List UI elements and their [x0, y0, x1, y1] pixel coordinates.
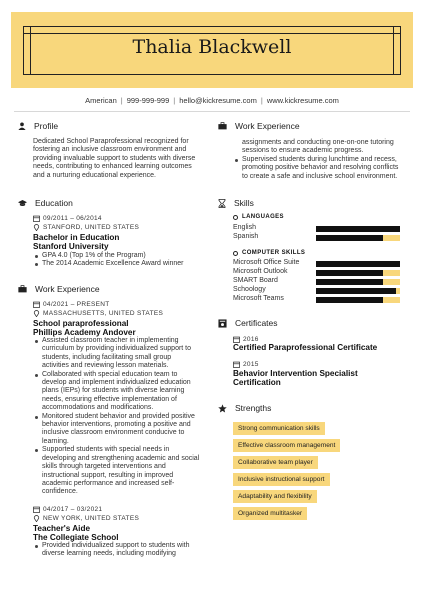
section-work-experience-continued — [218, 121, 300, 131]
education-dates: 09/2011 – 06/2014 — [33, 215, 102, 222]
section-education — [18, 198, 73, 208]
continued-text: assignments and conducting one-on-one tutoring sessions to ensure academic progress. — [242, 139, 394, 155]
location-pin-icon — [33, 224, 40, 231]
frame-line — [23, 74, 401, 75]
section-title: Strengths — [235, 403, 272, 413]
list-item: Monitored student behavior and provided positive behavior interventions, promoting a positive and inclusive classroom environment conducive to learning. — [33, 413, 223, 447]
job-location: NEW YORK, UNITED STATES — [33, 515, 139, 522]
contact-phone[interactable]: 999-999-999 — [126, 96, 170, 105]
skill-level-bar — [316, 261, 400, 267]
section-title: Profile — [34, 121, 59, 131]
section-work-experience — [18, 284, 100, 294]
skill-name: Microsoft Outlook — [233, 268, 288, 275]
job-role: School paraprofessional — [33, 319, 129, 328]
languages-heading: LANGUAGES — [233, 214, 284, 220]
strength-tag: Collaborative team player — [233, 456, 318, 469]
calendar-icon — [33, 215, 40, 222]
profile-text: Dedicated School Paraprofessional recognized for fostering an inclusive classroom environment and providing invaluable support to students with diverse needs, contributing to enhanced learning outcomes and a nurturing educational experience. — [33, 138, 196, 179]
strength-tag: Inclusive instructional support — [233, 473, 330, 486]
section-title: Certificates — [235, 318, 278, 328]
hourglass-icon — [218, 199, 226, 208]
job-dates: 04/2021 – PRESENT — [33, 301, 110, 308]
list-item: Collaborated with special education team to develop and implement individualized education plans (IEPs) for students with diverse learning needs, ensuring effective implementation of accommodations and modifications. — [33, 371, 223, 413]
frame-line — [23, 33, 401, 34]
calendar-icon — [33, 301, 40, 308]
contact-website[interactable]: www.kickresume.com — [266, 96, 339, 105]
degree-title: Bachelor in Education — [33, 233, 120, 242]
certificate-year: 2016 — [233, 336, 259, 343]
list-item: Supported students with special needs in developing and strengthening academic and social skills through targeted interventions and instructional support, resulting in improved academic performance and increased self- confidence. — [33, 446, 223, 496]
job-role: Teacher's Aide — [33, 524, 91, 533]
strength-tag: Adaptability and flexibility — [233, 490, 317, 503]
job-location: MASSACHUSETTS, UNITED STATES — [33, 310, 163, 317]
skill-level-bar — [316, 270, 400, 276]
skill-name: SMART Board — [233, 277, 278, 284]
list-item: Supervised students during lunchtime and recess, promoting positive behavior and resolving conflicts to create a safe and inclusive school environment. — [233, 156, 413, 181]
skill-name: Microsoft Teams — [233, 295, 284, 302]
skill-level-bar — [316, 235, 400, 241]
header-banner — [11, 12, 413, 88]
computer-skills-heading: COMPUTER SKILLS — [233, 250, 305, 256]
job-company: The Collegiate School — [33, 533, 119, 542]
job-bullets — [33, 542, 223, 559]
section-certificates — [218, 318, 278, 328]
skill-name: English — [233, 224, 256, 231]
calendar-icon — [233, 361, 240, 368]
contact-location: American — [85, 96, 117, 105]
section-title: Work Experience — [35, 284, 100, 294]
list-item: GPA 4.0 (Top 1% of the Program) — [33, 252, 213, 260]
section-title: Skills — [234, 198, 254, 208]
person-icon — [18, 122, 26, 130]
job-company: Phillips Academy Andover — [33, 328, 136, 337]
skill-name: Microsoft Office Suite — [233, 259, 300, 266]
education-bullets — [33, 252, 213, 269]
job-bullets — [33, 337, 223, 497]
skill-level-bar — [316, 226, 400, 232]
section-profile — [18, 121, 58, 131]
section-title: Education — [35, 198, 73, 208]
skill-name: Schoology — [233, 286, 266, 293]
frame-line — [23, 26, 401, 27]
briefcase-icon — [218, 122, 227, 130]
list-item: Assisted classroom teacher in implementing curriculum by providing individualized support to students, including facilitating small group activities and reviewing lesson materials. — [33, 337, 223, 371]
list-item: The 2014 Academic Excellence Award winner — [33, 260, 213, 268]
continued-bullets — [233, 156, 413, 181]
certificate-name: Certified Paraprofessional Certificate — [233, 343, 378, 352]
strength-tag: Strong communication skills — [233, 422, 325, 435]
certificate-name-continued: Certification — [233, 378, 281, 387]
star-icon — [218, 404, 227, 413]
strength-tag: Effective classroom management — [233, 439, 340, 452]
location-pin-icon — [33, 515, 40, 522]
graduation-cap-icon — [18, 199, 27, 207]
section-title: Work Experience — [235, 121, 300, 131]
location-pin-icon — [33, 310, 40, 317]
certificate-year: 2015 — [233, 361, 259, 368]
education-location: STANFORD, UNITED STATES — [33, 224, 139, 231]
certificate-name: Behavior Intervention Specialist — [233, 369, 358, 378]
list-item: Provided individualized support to students with diverse learning needs, including modifying — [33, 542, 223, 559]
calendar-icon — [33, 506, 40, 513]
divider — [14, 111, 410, 112]
job-dates: 04/2017 – 03/2021 — [33, 506, 102, 513]
school-name: Stanford University — [33, 242, 109, 251]
skill-level-bar — [316, 279, 400, 285]
certificate-icon — [218, 319, 227, 328]
skill-level-bar — [316, 288, 400, 294]
calendar-icon — [233, 336, 240, 343]
section-strengths — [218, 403, 271, 413]
briefcase-icon — [18, 285, 27, 293]
strength-tag: Organized multitasker — [233, 507, 307, 520]
contact-email[interactable]: hello@kickresume.com — [179, 96, 257, 105]
skill-name: Spanish — [233, 233, 259, 240]
contact-line: American | 999-999-999 | hello@kickresume.com | www.kickresume.com — [85, 96, 339, 105]
section-skills — [218, 198, 254, 208]
candidate-name: Thalia Blackwell — [132, 36, 292, 58]
skill-level-bar — [316, 297, 400, 303]
